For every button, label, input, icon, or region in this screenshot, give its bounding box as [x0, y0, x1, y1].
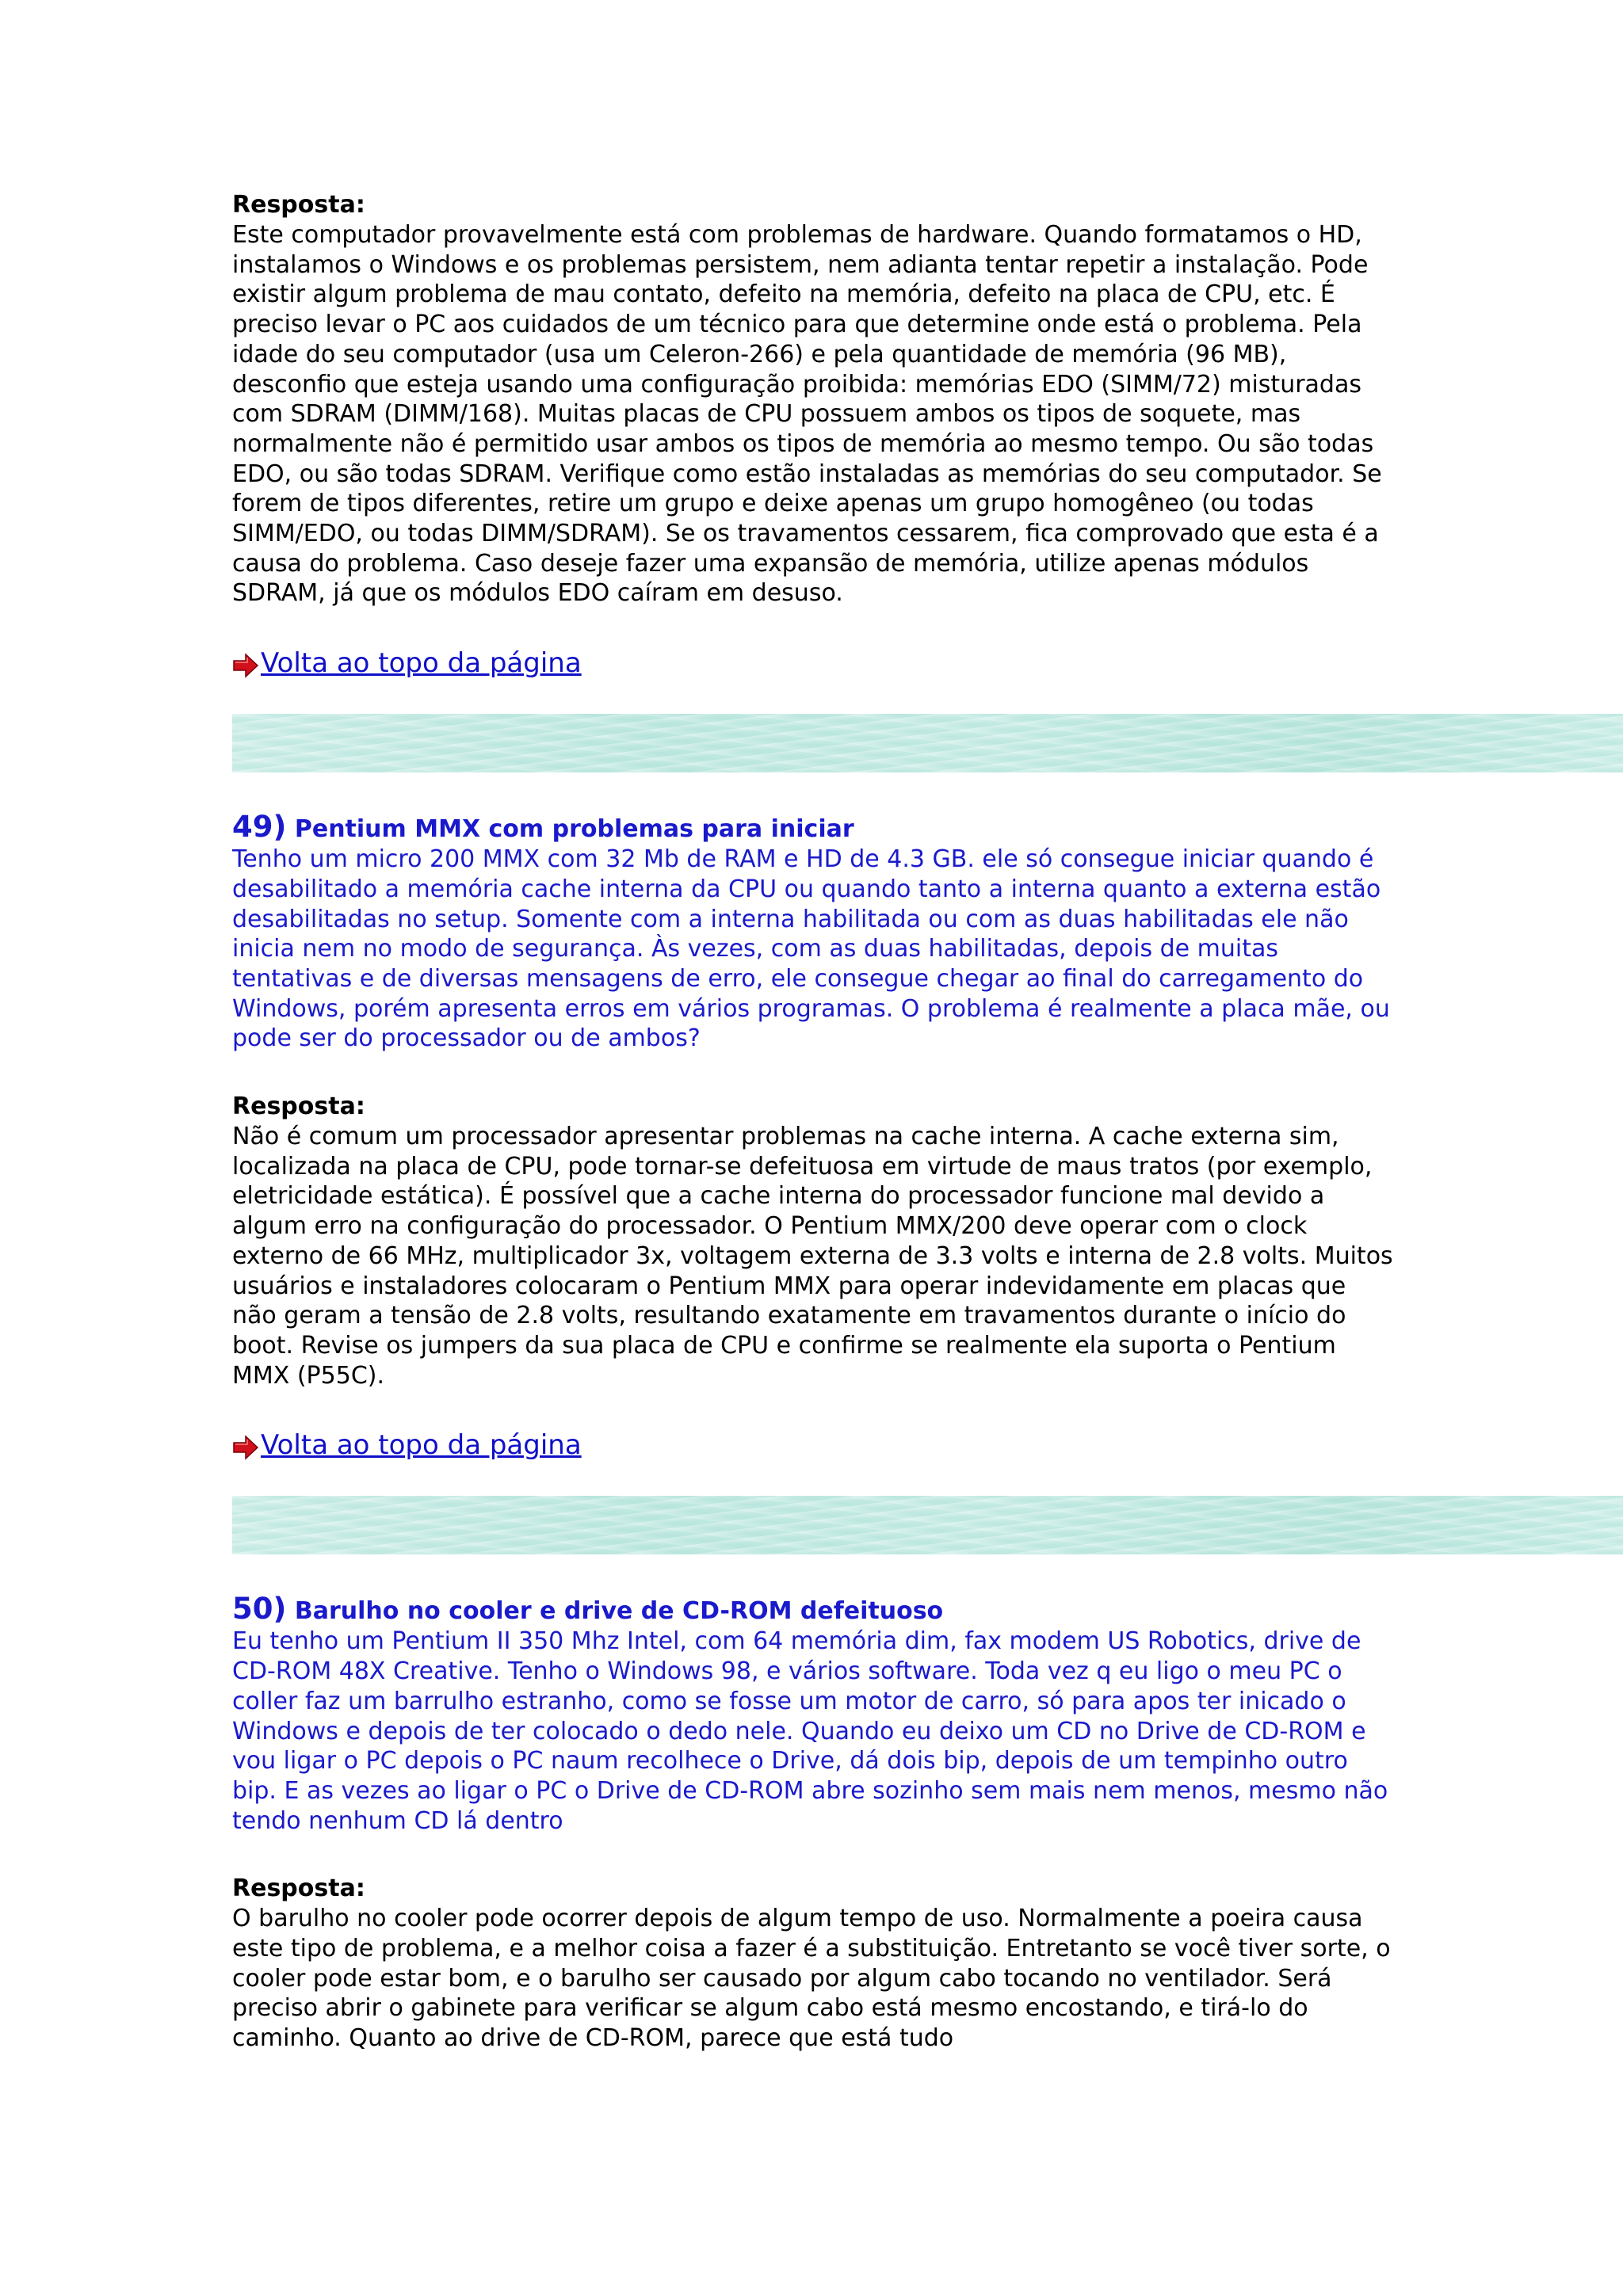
answer-label: Resposta: — [232, 1875, 365, 1903]
question-text: Eu tenho um Pentium II 350 Mhz Intel, com 64 memória dim, fax modem US Robotics, drive de CD-ROM 48X Creative. Tenho o Windows 98, e vários software. Toda vez q eu ligo o meu PC o coller faz um barrulho estranho, como se fosse um motor de carro, só para apos ter inicado o Windows e depois de ter colocado o dedo nele. Quando eu deixo um CD no Drive de CD-ROM e vou ligar o PC depois o PC naum recolhece o Drive, dá dois bip, depois de um tempinho outro bip. E as vezes ao ligar o PC o Drive de CD-ROM abre sozinho sem mais nem menos, mesmo não tendo nenhum CD lá dentro — [232, 1627, 1388, 1835]
question-number: 50) — [232, 1592, 287, 1627]
red-right-arrow-icon — [232, 1434, 259, 1461]
water-divider-2 — [232, 1496, 1623, 1554]
answer-label: Resposta: — [232, 1093, 365, 1121]
red-right-arrow-icon — [232, 652, 259, 679]
answer-block-48 — [232, 190, 1623, 608]
back-to-top-link-text[interactable]: Volta ao topo da página — [261, 647, 582, 680]
question-title — [232, 1594, 1623, 1627]
question-title-text: Barulho no cooler e drive de CD-ROM defeituoso — [294, 1597, 944, 1626]
question-number: 49) — [232, 810, 287, 845]
faq-page — [232, 190, 1623, 2054]
water-divider-1 — [232, 714, 1623, 772]
question-text: Tenho um micro 200 MMX com 32 Mb de RAM e HD de 4.3 GB. ele só consegue iniciar quando é desabilitado a memória cache interna da CPU ou quando tanto a interna quanto a externa estão desabilitadas no setup. Somente com a interna habilitada ou com as duas habilitadas ele não inicia nem no modo de segurança. Às vezes, com as duas habilitadas, depois de muitas tentativas e de diversas mensagens de erro, ele consegue chegar ao final do carregamento do Windows, porém apresenta erros em vários programas. O problema é realmente a placa mãe, ou pode ser do processador ou de ambos? — [232, 845, 1390, 1053]
back-to-top-link-2[interactable] — [232, 1426, 1623, 1461]
question-title-text: Pentium MMX com problemas para iniciar — [294, 815, 854, 844]
answer-text: Não é comum um processador apresentar problemas na cache interna. A cache externa sim, localizada na placa de CPU, pode tornar-se defeituosa em virtude de maus tratos (por exemplo, eletricidade estática). É possível que a cache interna do processador funcione mal devido a algum erro na configuração do processador. O Pentium MMX/200 deve operar com o clock externo de 66 MHz, multiplicador 3x, voltagem externa de 3.3 volts e interna de 2.8 volts. Muitos usuários e instaladores colocaram o Pentium MMX para operar indevidamente em placas que não geram a tensão de 2.8 volts, resultando exatamente em travamentos durante o início do boot. Revise os jumpers da sua placa de CPU e confirme se realmente ela suporta o Pentium MMX (P55C). — [232, 1123, 1393, 1390]
answer-text: Este computador provavelmente está com problemas de hardware. Quando formatamos o HD, instalamos o Windows e os problemas persistem, nem adianta tentar repetir a instalação. Pode existir algum problema de mau contato, defeito na memória, defeito na placa de CPU, etc. É preciso levar o PC aos cuidados de um técnico para que determine onde está o problema. Pela idade do seu computador (usa um Celeron-266) e pela quantidade de memória (96 MB), desconfio que esteja usando uma configuração proibida: memórias EDO (SIMM/72) misturadas com SDRAM (DIMM/168). Muitas placas de CPU possuem ambos os tipos de soquete, mas normalmente não é permitido usar ambos os tipos de memória ao mesmo tempo. Ou são todas EDO, ou são todas SDRAM. Verifique como estão instaladas as memórias do seu computador. Se forem de tipos diferentes, retire um grupo e deixe apenas um grupo homogêneo (ou todas SIMM/EDO, ou todas DIMM/SDRAM). Se os travamentos cessarem, fica comprovado que esta é a causa do problema. Caso deseje fazer uma expansão de memória, utilize apenas módulos SDRAM, já que os módulos EDO caíram em desuso. — [232, 221, 1382, 608]
question-title — [232, 812, 1623, 845]
back-to-top-link-text[interactable]: Volta ao topo da página — [261, 1429, 582, 1462]
question-block-50 — [232, 1594, 1623, 2053]
answer-label: Resposta: — [232, 191, 365, 219]
question-block-49 — [232, 812, 1623, 1390]
answer-text: O barulho no cooler pode ocorrer depois de algum tempo de uso. Normalmente a poeira causa este tipo de problema, e a melhor coisa a fazer é a substituição. Entretanto se você tiver sorte, o cooler pode estar bom, e o barulho ser causado por algum cabo tocando no ventilador. Será preciso abrir o gabinete para verificar se algum cabo está mesmo encostando, e tirá-lo do caminho. Quanto ao drive de CD-ROM, parece que está tudo — [232, 1905, 1391, 2053]
back-to-top-link-1[interactable] — [232, 644, 1623, 679]
